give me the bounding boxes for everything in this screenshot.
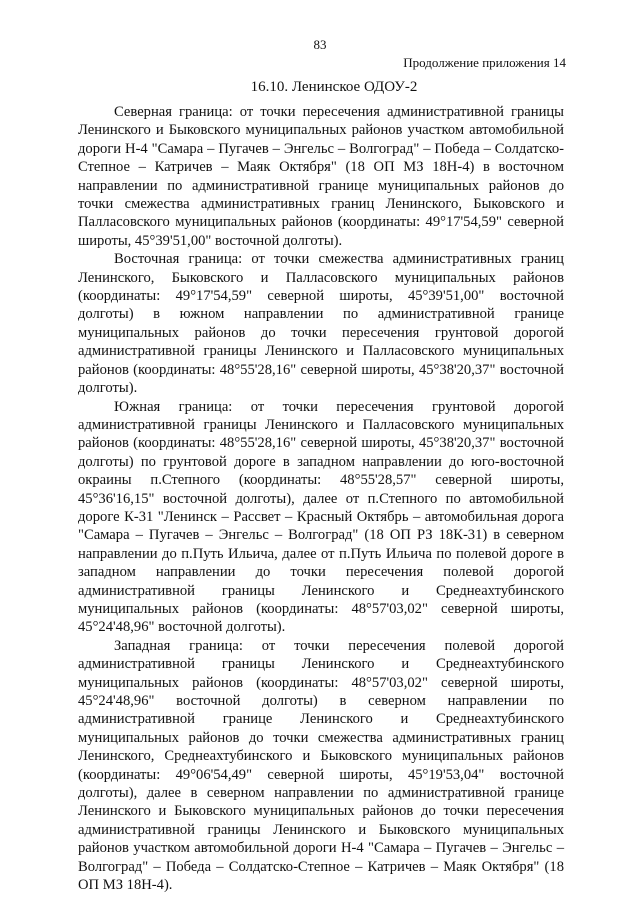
- appendix-continuation-note: Продолжение приложения 14: [403, 55, 566, 70]
- paragraph-northern-border: Северная граница: от точки пересечения административной границы Ленинского и Быковского муниципальных районов участком автомобильной дороги Н-4 "Самара – Пугачев – Энгельс – Волгоград" – Победа – Солдатско-Степное – Катричев – Маяк Октября" (18 ОП МЗ 18Н-4) в восточном направлении по административной границе муниципальных районов до точки смежества административных границ Ленинского, Быковского и Палласовского муниципальных районов (координаты: 49°17'54,59" северной широты, 45°39'51,00" восточной долготы).: [78, 104, 564, 249]
- page-number: 83: [313, 37, 327, 52]
- document-body: [78, 103, 564, 894]
- paragraph-southern-border: Южная граница: от точки пересечения грунтовой дорогой административной границы Ленинского и Палласовского муниципальных районов (координаты: 48°55'28,16" северной широты, 45°38'20,37" восточной долготы) по грунтовой дороге в западном направлении до юго-восточной окраины п.Степного (координаты: 48°55'28,57" северной широты, 45°36'16,15" восточной долготы), далее от п.Степного по автомобильной дороге К-31 "Ленинск – Рассвет – Красный Октябрь – автомобильная дорога "Самара – Пугачев – Энгельс – Волгоград" (18 ОП РЗ 18К-31) в северном направлении до п.Путь Ильича, далее от п.Путь Ильича по полевой дороге в западном направлении до точки пересечения полевой дорогой административной границы Ленинского и Среднеахтубинского муниципальных районов (координаты: 48°57'03,02" северной широты, 45°24'48,96" восточной долготы).: [78, 398, 564, 636]
- section-title: 16.10. Ленинское ОДОУ-2: [250, 79, 418, 95]
- paragraph-western-border: Западная граница: от точки пересечения полевой дорогой административной границы Ленинского и Среднеахтубинского муниципальных районов (координаты: 48°57'03,02" северной широты, 45°24'48,96" восточной долготы) в северном направлении по административной границе Ленинского и Среднеахтубинского муниципальных районов до точки смежества административных границ Ленинского, Среднеахтубинского и Быковского муниципальных районов (координаты: 49°06'54,49" северной широты, 45°19'53,04" восточной долготы), далее в северном направлении по административной границе Ленинского и Быковского муниципальных районов до точки пересечения административной границы Ленинского и Быковского муниципальных районов участком автомобильной дороги Н-4 "Самара – Пугачев – Энгельс – Волгоград" – Победа – Солдатско-Степное – Катричев – Маяк Октября" (18 ОП МЗ 18Н-4).: [78, 637, 564, 894]
- paragraph-eastern-border: Восточная граница: от точки смежества административных границ Ленинского, Быковского и Палласовского муниципальных районов (координаты: 49°17'54,59" северной широты, 45°39'51,00" восточной долготы) в южном направлении по административной границе муниципальных районов до точки пересечения грунтовой дорогой административной границы Ленинского и Палласовского муниципальных районов (координаты: 48°55'28,16" северной широты, 45°38'20,37" восточной долготы).: [78, 251, 564, 397]
